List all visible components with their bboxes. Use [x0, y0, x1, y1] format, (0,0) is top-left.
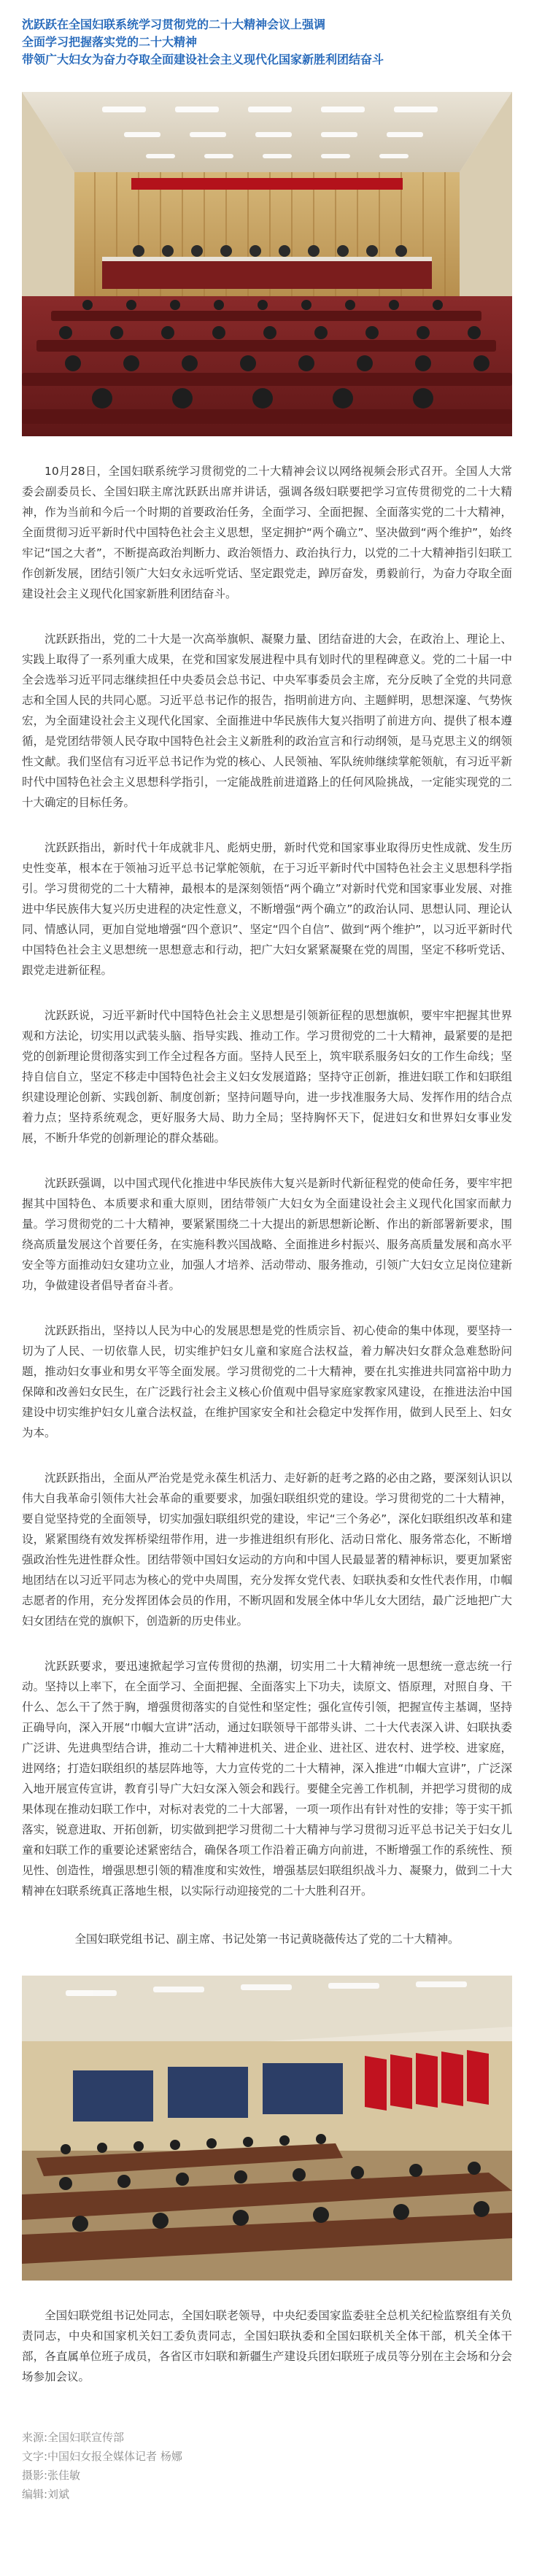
credit-photo-author: 摄影:张佳敏: [22, 2469, 81, 2482]
paragraph: 沈跃跃指出，党的二十大是一次高举旗帜、凝聚力量、团结奋进的大会，在政治上、理论上、实践上取得了一系列重大成果，在党和国家发展进程中具有划时代的里程碑意义。党的二十届一中全会选举习近平同志继续担任中央委员会总书记、中央军事委员会主席，充分反映了全党的共同意志和全国人民的共同心愿。习近平总书记作的报告，指明前进方向、主题鲜明，思想深邃、气势恢宏，为全面建设社会主义现代化国家、全面推进中华民族伟大复兴指明了前进方向、提供了根本遵循，是党团结带领人民夺取中国特色社会主义新胜利的政治宣言和行动纲领，是马克思主义的纲领性文献。我们坚信有习近平总书记作为党的核心、人民领袖、军队统帅继续掌舵领航，有习近平新时代中国特色社会主义思想科学指引，一定能战胜前进道路上的任何风险挑战，一定能实现党的二十大确定的目标任务。: [22, 633, 512, 809]
paragraph: 沈跃跃指出，新时代十年成就非凡、彪炳史册，新时代党和国家事业取得历史性成就、发生历史性变革，根本在于领袖习近平总书记掌舵领航，在于习近平新时代中国特色社会主义思想科学指引。学习贯彻党的二十大精神，最根本的是深刻领悟“两个确立”对新时代党和国家事业发展、对推进中华民族伟大复兴历史进程的决定性意义，不断增强“两个确立”的政治认同、思想认同、理论认同、情感认同，更加自觉地增强“四个意识”、坚定“四个自信”、做到“两个维护”，以习近平新时代中国特色社会主义思想统一思想意志和行动，把广大妇女紧紧凝聚在党的周围，坚定不移听党话、跟党走进新征程。: [22, 841, 512, 977]
conference-hall-photo: [22, 92, 512, 436]
headline-line-2: 全面学习把握落实党的二十大精神: [22, 35, 198, 49]
paragraph: 沈跃跃指出，坚持以人民为中心的发展思想是党的性质宗旨、初心使命的集中体现，要坚持一切为了人民、一切依靠人民，切实维护妇女儿童和家庭合法权益，着力解决妇女群众急难愁盼问题，推动妇女事业和男女平等全面发展。学习贯彻党的二十大精神，要在扎实推进共同富裕中助力保障和改善妇女民生，在广泛践行社会主义核心价值观中倡导家庭家教家风建设，在推进法治中国建设中切实维护妇女儿童合法权益，在维护国家安全和社会稳定中发挥作用，做到人民至上、妇女为本。: [22, 1324, 512, 1439]
article-headline: [0, 0, 534, 69]
paragraph: 沈跃跃要求，要迅速掀起学习宣传贯彻的热潮，切实用二十大精神统一思想统一意志统一行动。坚持以上率下，在全面学习、全面把握、全面落实上下功夫，读原文、悟原理，对照自身、干什么、怎么干了然于胸，增强贯彻落实的自觉性和坚定性；强化宣传引领，把握宣传主基调，坚持正确导向，深入开展“巾帼大宣讲”活动，通过妇联领导干部带头讲、二十大代表深入讲、妇联执委广泛讲、先进典型结合讲，推动二十大精神进机关、进企业、进社区、进农村、进学校、进家庭，进网络；打造妇联组织的基层阵地等，大力宣传党的二十大精神，深入推进“巾帼大宣讲”，广泛深入地开展宣传宣讲，教育引导广大妇女深入领会和践行。要健全完善工作机制，并把学习贯彻的成果体现在推动妇联工作中，对标对表党的二十大部署，一项一项作出有针对性的安排；等于实干抓落实，锐意进取、开拓创新，切实做到把学习贯彻二十大精神与学习贯彻习近平总书记关于妇女儿童和妇联工作的重要论述紧密结合，确保各项工作沿着正确方向前进，不断增强工作的系统性、预见性、创造性，增强思想引领的精准度和实效性，增强基层妇联组织战斗力、凝聚力，做到二十大精神在妇联系统真正落地生根，以实际行动迎接党的二十大胜利召开。: [22, 1660, 512, 1898]
paragraph: 沈跃跃说，习近平新时代中国特色社会主义思想是引领新征程的思想旗帜，要牢牢把握其世界观和方法论，切实用以武装头脑、指导实践、推动工作。学习贯彻党的二十大精神，最紧要的是把党的创新理论贯彻落实到工作全过程各方面。坚持人民至上，筑牢联系服务妇女的工作生命线；坚持自信自立，坚定不移走中国特色社会主义妇女发展道路；坚持守正创新，推进妇联工作和妇联组织建设理论创新、实践创新、制度创新；坚持问题导向，进一步找准服务大局、发挥作用的结合点着力点；坚持系统观念，更好服务大局、助力全局；坚持胸怀天下，促进妇女和世界妇女事业发展，不断升华党的创新理论的群众基础。: [22, 1009, 512, 1145]
credit-text-author: 文字:中国妇女报全媒体记者 杨娜: [22, 2450, 182, 2463]
paragraph: 沈跃跃强调，以中国式现代化推进中华民族伟大复兴是新时代新征程党的使命任务，要牢牢把握其中国特色、本质要求和重大原则，团结带领广大妇女为全面建设社会主义现代化国家而献力量。学习贯彻党的二十大精神，要紧紧围绕二十大提出的新思想新论断、作出的新部署新要求，围绕高质量发展这个首要任务，在实施科教兴国战略、全面推进乡村振兴、服务高质量发展和高水平安全等方面推动妇女建功立业，加强人才培养、活动带动、服务推动，引领广大妇女立足岗位建新功，争做建设者倡导者奋斗者。: [22, 1177, 512, 1292]
headline-line-1: 沈跃跃在全国妇联系统学习贯彻党的二十大精神会议上强调: [22, 18, 326, 31]
meeting-room-photo: [22, 1976, 512, 2281]
paragraph: 10月28日，全国妇联系统学习贯彻党的二十大精神会议以网络视频会形式召开。全国人大常委会副委员长、全国妇联主席沈跃跃出席并讲话，强调各级妇联要把学习宣传贯彻党的二十大精神，作为当前和今后一个时期的首要政治任务，全面学习、全面把握、全面落实党的二十大精神，全面贯彻习近平新时代中国特色社会主义思想，坚定拥护“两个确立”、坚决做到“两个维护”，始终牢记“国之大者”，不断提高政治判断力、政治领悟力、政治执行力，以党的二十大精神指引妇联工作创新发展，团结引领广大妇女永远听党话、坚定跟党走，踔厉奋发，勇毅前行，为奋力夺取全面建设社会主义现代化国家新胜利团结奋斗。: [22, 465, 512, 600]
paragraph: 沈跃跃指出，全面从严治党是党永葆生机活力、走好新的赶考之路的必由之路，要深刻认识以伟大自我革命引领伟大社会革命的重要要求，加强妇联组织党的建设。学习贯彻党的二十大精神，要自觉坚持党的全面领导，切实加强妇联组织党的建设，牢记“三个务必”，深化妇联组织改革和建设，紧紧围绕有效发挥桥梁纽带作用，进一步推进组织有形化、活动日常化、服务常态化，不断增强政治性先进性群众性。团结带领中国妇女运动的方向和中国人民最显著的精神标识，要更加紧密地团结在以习近平同志为核心的党中央周围，充分发挥女党代表、妇联执委和女性代表作用，巾帼志愿者的作用，充分发挥团体会员的作用，不断巩固和发展全体中华儿女大团结，最广泛地把广大妇女团结在党的旗帜下，创造新的历史伟业。: [22, 1471, 512, 1628]
article-credits: [0, 2428, 534, 2504]
credit-editor: 编辑:刘斌: [22, 2488, 70, 2501]
article-body-closing: [0, 2305, 534, 2387]
speaker-caption: 全国妇联党组书记、副主席、书记处第一书记黄晓薇传达了党的二十大精神。: [74, 1933, 460, 1946]
credit-source: 来源:全国妇联宣传部: [22, 2431, 125, 2444]
paragraph: 全国妇联党组书记处同志，全国妇联老领导，中央纪委国家监委驻全总机关纪检监察组有关负责同志，中央和国家机关妇工委负责同志，全国妇联执委和全国妇联机关全体干部，机关全体干部，各直属单位班子成员，各省区市妇联和新疆生产建设兵团妇联班子成员等分别在主会场和分会场参加会议。: [22, 2309, 512, 2383]
article-body: [0, 461, 534, 1901]
headline-line-3: 带领广大妇女为奋力夺取全面建设社会主义现代化国家新胜利团结奋斗: [22, 53, 384, 66]
